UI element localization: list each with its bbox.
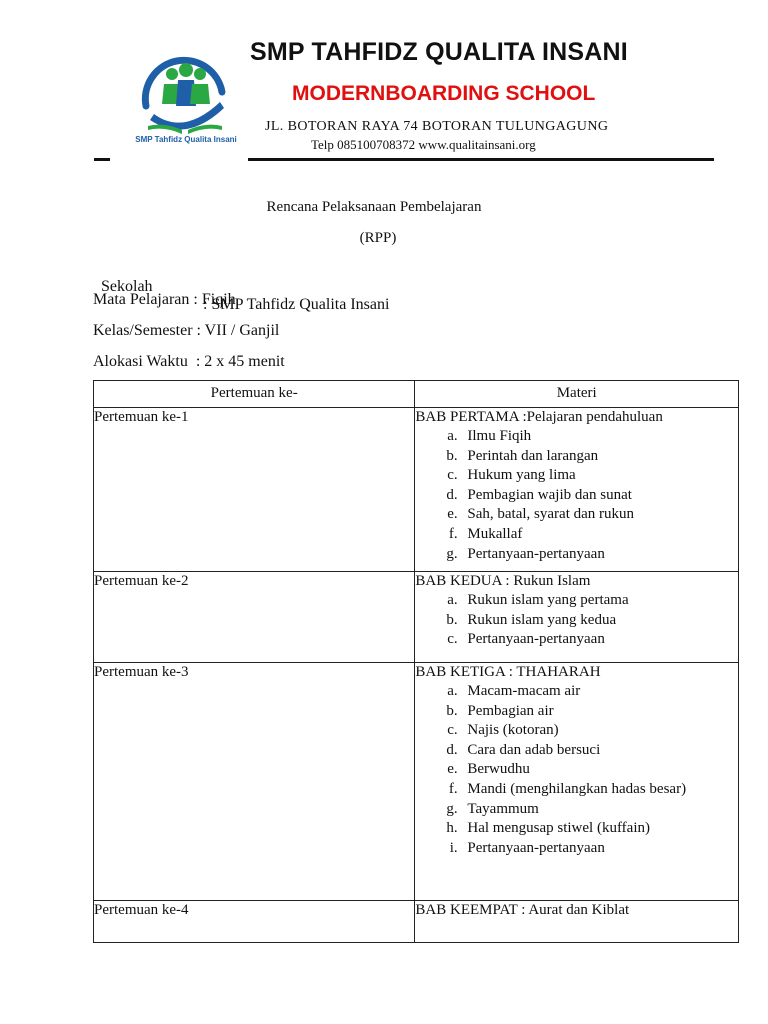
- list-item: g. Pertanyaan-pertanyaan: [461, 545, 738, 565]
- meeting-cell: Pertemuan ke-1: [94, 408, 415, 572]
- material-list: [415, 682, 738, 858]
- chapter-title: BAB KEDUA : Rukun Islam: [415, 573, 591, 589]
- material-list: [415, 427, 738, 564]
- material-cell: [415, 408, 739, 572]
- field-school-label: Sekolah: [101, 278, 153, 295]
- material-cell: [415, 663, 739, 901]
- field-subject: Mata Pelajaran : Fiqih: [93, 291, 236, 308]
- list-item: a. Macam-macam air: [461, 682, 738, 702]
- list-item: d. Pembagian wajib dan sunat: [461, 486, 738, 506]
- list-item: e. Berwudhu: [461, 760, 738, 780]
- chapter-title: BAB KEEMPAT : Aurat dan Kiblat: [415, 902, 630, 918]
- school-name: SMP TAHFIDZ QUALITA INSANI: [250, 38, 628, 66]
- material-list: [415, 591, 738, 650]
- header-rule: [248, 158, 714, 161]
- list-item: b. Pembagian air: [461, 702, 738, 722]
- school-address: JL. BOTORAN RAYA 74 BOTORAN TULUNGAGUNG: [265, 119, 609, 134]
- table-row: [94, 408, 739, 572]
- logo-caption: SMP Tahfidz Qualita Insani: [135, 135, 237, 144]
- list-item: b. Perintah dan larangan: [461, 447, 738, 467]
- document-subtitle: (RPP): [359, 230, 397, 246]
- list-item: d. Cara dan adab bersuci: [461, 741, 738, 761]
- header-material: Materi: [415, 381, 739, 408]
- school-subtitle: MODERNBOARDING SCHOOL: [292, 82, 596, 105]
- list-item: c. Hukum yang lima: [461, 466, 738, 486]
- list-item: c. Najis (kotoran): [461, 721, 738, 741]
- table-row: [94, 663, 739, 901]
- meeting-cell: Pertemuan ke-2: [94, 572, 415, 663]
- field-school-value: : SMP Tahfidz Qualita Insani: [203, 296, 390, 313]
- document-title: Rencana Pelaksanaan Pembelajaran: [266, 199, 482, 215]
- lesson-plan-table: [93, 380, 739, 943]
- chapter-title: BAB KETIGA : THAHARAH: [415, 664, 601, 680]
- list-item: e. Sah, batal, syarat dan rukun: [461, 505, 738, 525]
- list-item: f. Mandi (menghilangkan hadas besar): [461, 780, 738, 800]
- table-body: [94, 408, 739, 943]
- list-item: h. Hal mengusap stiwel (kuffain): [461, 819, 738, 839]
- field-class-semester: Kelas/Semester : VII / Ganjil: [93, 322, 280, 339]
- list-item: a. Ilmu Fiqih: [461, 427, 738, 447]
- header-rule-left: [94, 158, 110, 161]
- meeting-cell: Pertemuan ke-3: [94, 663, 415, 901]
- list-item: b. Rukun islam yang kedua: [461, 611, 738, 631]
- list-item: a. Rukun islam yang pertama: [461, 591, 738, 611]
- material-cell: [415, 572, 739, 663]
- material-cell: [415, 901, 739, 943]
- meeting-cell: Pertemuan ke-4: [94, 901, 415, 943]
- list-item: g. Tayammum: [461, 800, 738, 820]
- table-header-row: [94, 381, 739, 408]
- table-row: [94, 901, 739, 943]
- list-item: f. Mukallaf: [461, 525, 738, 545]
- chapter-title: BAB PERTAMA :Pelajaran pendahuluan: [415, 409, 663, 425]
- school-contact: Telp 085100708372 www.qualitainsani.org: [311, 137, 536, 152]
- list-item: c. Pertanyaan-pertanyaan: [461, 630, 738, 650]
- list-item: i. Pertanyaan-pertanyaan: [461, 839, 738, 859]
- header-meeting: Pertemuan ke-: [94, 381, 415, 408]
- table-row: [94, 572, 739, 663]
- field-time-allocation: Alokasi Waktu : 2 x 45 menit: [93, 353, 285, 370]
